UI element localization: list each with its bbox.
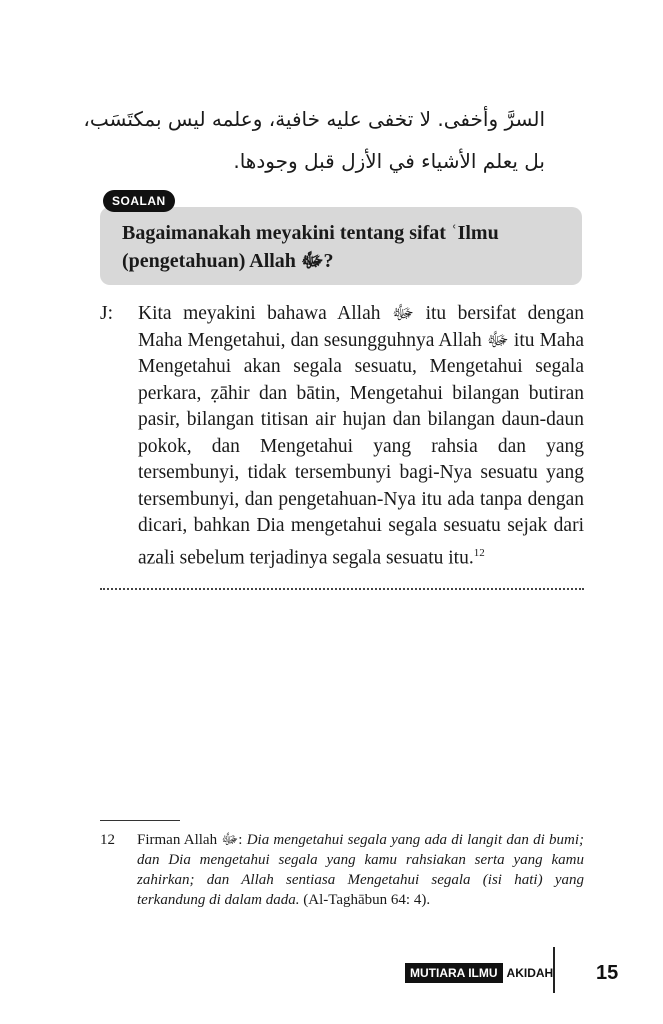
footnote-body bbox=[137, 830, 584, 910]
series-title-part2: AKIDAH bbox=[506, 966, 554, 980]
arabic-line-2: بل يعلم الأشياء في الأزل قبل وجودها. bbox=[233, 149, 545, 173]
answer-body bbox=[138, 301, 584, 572]
book-series-label bbox=[405, 963, 557, 983]
footnote-quote: Dia mengetahui segala yang ada di langit dan di bumi; dan Dia mengetahui segala yang kamu rahsiakan serta yang kamu zahirkan; dan Allah sentiasa Mengetahui segala (isi hati) yang terkandung di dalam dada. bbox=[137, 832, 585, 908]
answer-text: Kita meyakini bahawa Allah ﷻ itu bersifat dengan Maha Mengetahui, dan sesungguhnya Allah ﷻ itu Maha Mengetahui akan segala sesuatu, Mengetahui segala perkara, ẓāhir dan bātin, Mengetahui bilangan butiran pasir, bilangan titisan air hujan dan bilangan daun-daun pokok, dan Mengetahui yang rahsia dan yang tersembunyi, tidak tersembunyi bagi-Nya sesuatu yang tersembunyi, dan pengetahuan-Nya itu ada tanpa dengan dicari, bahkan Dia mengetahui segala sesuatu sejak dari azali sebelum terjadinya segala sesuatu itu. bbox=[138, 303, 584, 568]
dotted-separator bbox=[100, 588, 584, 590]
question-box bbox=[100, 207, 582, 285]
question-text: Bagaimanakah meyakini tentang sifat ʿIlmu (pengetahuan) Allah ﷻ? bbox=[122, 222, 499, 272]
footnote-lead: Firman Allah ﷻ: bbox=[137, 832, 243, 848]
arabic-line-1: السرَّ وأخفى. لا تخفى عليه خافية، وعلمه ليس بمكتَسَب، bbox=[83, 107, 545, 131]
question-badge: SOALAN bbox=[103, 190, 175, 212]
page-footer bbox=[0, 963, 663, 987]
page-number: 15 bbox=[596, 962, 619, 984]
answer-label: J: bbox=[100, 303, 114, 324]
footnote bbox=[100, 830, 584, 910]
footnote-number: 12 bbox=[100, 832, 115, 848]
footer-divider bbox=[553, 947, 555, 993]
answer-block bbox=[100, 301, 584, 572]
series-title-part1: MUTIARA ILMU bbox=[405, 963, 503, 983]
footnote-rule bbox=[100, 820, 180, 821]
footnote-reference: 12 bbox=[473, 546, 485, 559]
footnote-source: (Al-Taghābun 64: 4). bbox=[303, 892, 431, 908]
arabic-passage bbox=[83, 98, 545, 182]
